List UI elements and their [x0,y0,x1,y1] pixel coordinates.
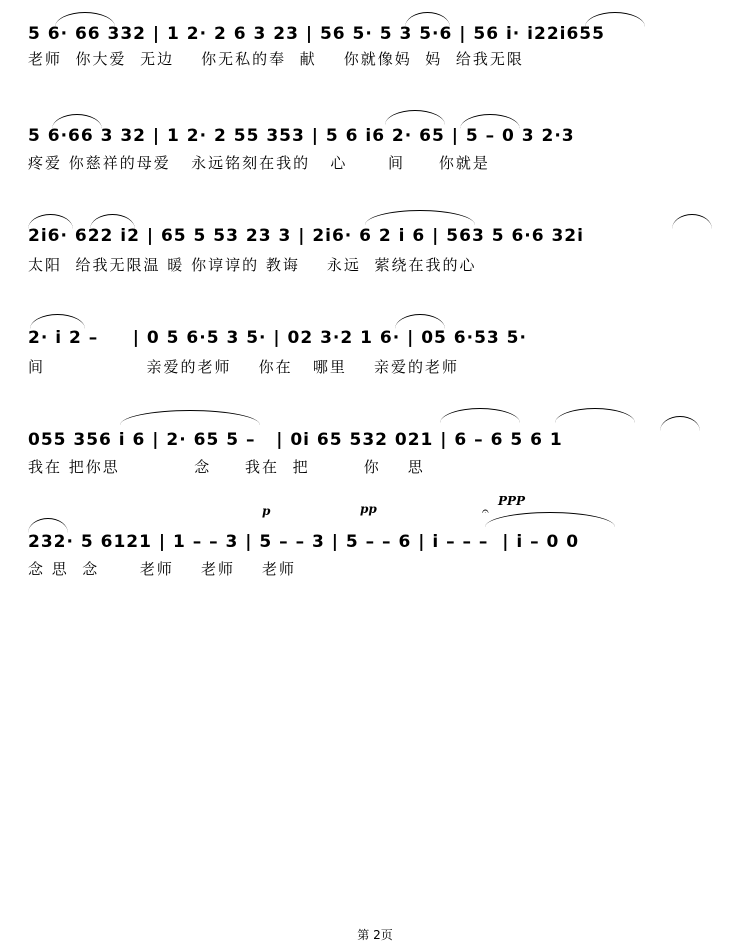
slur [555,408,635,423]
dynamic-marking-ppp: PPP [498,494,526,508]
slur [28,214,73,229]
notation-line: 055 356 i 6 | 2· 65 5 – | 0i 65 532 021 | 6 – 6 5 6 1 [28,430,563,450]
slur [55,12,115,27]
slur [485,512,615,527]
slur [672,214,712,229]
slur [28,518,68,533]
lyric-line: 间 亲爱的老师 你在 哪里 亲爱的老师 [28,358,459,376]
slur [365,210,475,225]
notation-line: 2i6· 622 i2 | 65 5 53 23 3 | 2i6· 6 2 i 6 | 563 5 6·6 32i [28,226,584,246]
notation-line: 5 6· 66 332 | 1 2· 2 6 3 23 | 56 5· 5 3 5·6 | 56 i· i22i655 [28,24,605,44]
notation-line: 5 6·66 3 32 | 1 2· 2 55 353 | 5 6 i6 2· 65 | 5 – 0 3 2·3 [28,126,575,146]
dynamic-marking-pp: pp [360,502,377,516]
lyric-line: 我在 把你思 念 我在 把 你 思 [28,458,425,476]
dynamic-marking-p: p [262,504,271,518]
slur [405,12,450,27]
lyric-line: 念 思 念 老师 老师 老师 [28,560,297,578]
slur [660,416,700,431]
slur [52,114,102,129]
lyric-line: 老师 你大爱 无边 你无私的奉 献 你就像妈 妈 给我无限 [28,50,524,68]
slur [585,12,645,27]
page-number: 第 2页 [357,928,393,942]
slur [395,314,445,329]
fermata-icon: 𝄐 [482,504,489,518]
slur [460,114,520,129]
slur [440,408,520,423]
lyric-line: 太阳 给我无限温 暖 你谆谆的 教诲 永远 萦绕在我的心 [28,256,477,274]
slur [120,410,260,425]
notation-line: 2· i 2 – | 0 5 6·5 3 5· | 02 3·2 1 6· | 05 6·53 5· [28,328,527,348]
slur [90,214,135,229]
lyric-line: 疼爱 你慈祥的母爱 永远铭刻在我的 心 间 你就是 [28,154,490,172]
notation-line: 232· 5 6121 | 1 – – 3 | 5 – – 3 | 5 – – 6 | i – – – | i – 0 0 [28,532,580,552]
slur [30,314,85,329]
slur [385,110,445,125]
